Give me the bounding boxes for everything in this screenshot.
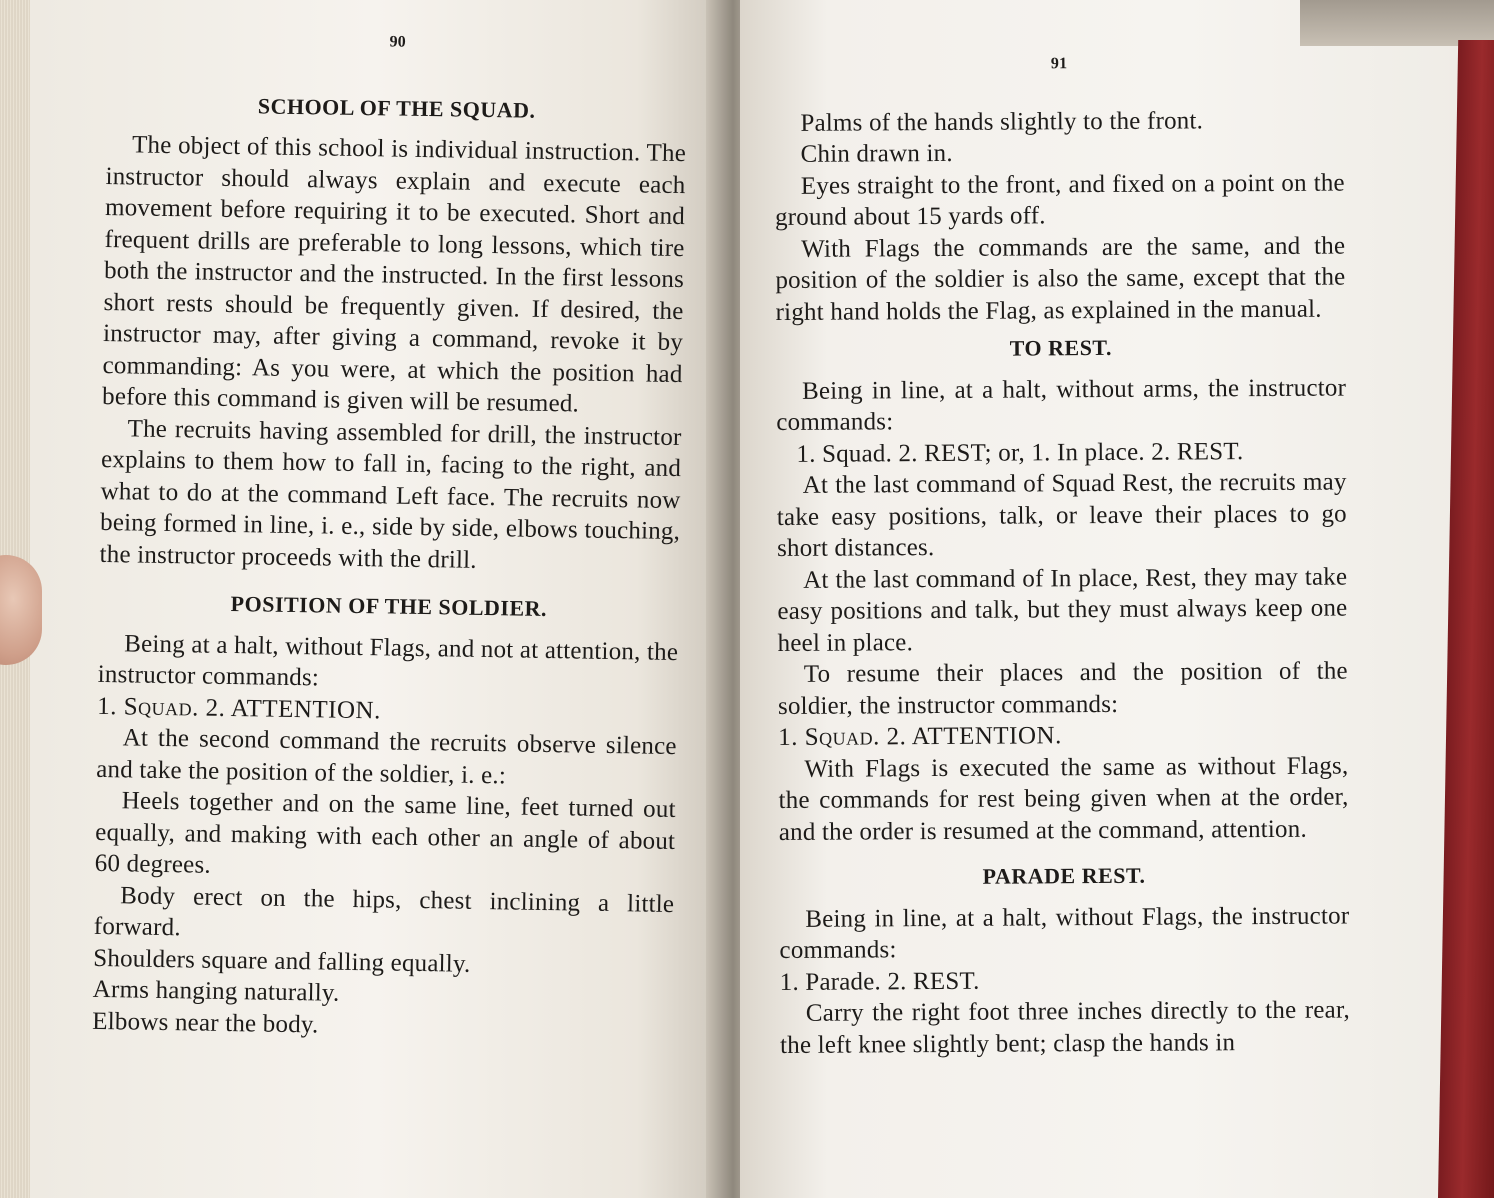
paragraph: With Flags the commands are the same, and the position of the soldier is also the same, except that the right hand holds the Flag, as explained in the manual. [775, 232, 1346, 326]
paragraph: The recruits having assembled for drill, the instructor explains to them how to fall in, facing to the right, and what to do at the command Left face. The recruits now being formed in line, i. e., side by side, elbows touching, the instructor proceeds with the drill. [99, 414, 682, 574]
paragraph: Eyes straight to the front, and fixed on a point on the ground about 15 yards off. [774, 169, 1345, 231]
command-line: 1. Squad. 2. ATTENTION. [97, 692, 382, 724]
paragraph: Being at a halt, without Flags, and not at attention, the instructor commands: [97, 629, 679, 692]
heading-to-rest: TO REST. [1009, 334, 1113, 361]
paragraph: Heels together and on the same line, feet turned out equally, and making with each other an angle of about 60 degrees. [94, 787, 676, 879]
paragraph: Arms hanging naturally. [92, 975, 340, 1007]
command-line: 1. Squad. 2. REST; or, 1. In place. 2. REST. [796, 437, 1244, 468]
paragraph: Being in line, at a halt, without Flags, the instructor commands: [779, 902, 1350, 964]
page-number-left: 90 [389, 33, 407, 51]
heading-parade-rest: PARADE REST. [982, 862, 1146, 889]
command-line: 1. Squad. 2. ATTENTION. [778, 722, 1062, 751]
paragraph: Elbows near the body. [92, 1007, 319, 1038]
paragraph: To resume their places and the position of the soldier, the instructor commands: [777, 657, 1348, 720]
paragraph: Being in line, at a halt, without arms, the instructor commands: [776, 374, 1347, 436]
paragraph: Shoulders square and falling equally. [93, 944, 471, 978]
paragraph: At the last command of Squad Rest, the recruits may take easy positions, talk, or leave their places to go short distances. [776, 468, 1347, 562]
heading-school-of-the-squad: SCHOOL OF THE SQUAD. [257, 92, 536, 123]
paragraph: At the second command the recruits observe silence and take the position of the soldier, i. e.: [96, 724, 677, 789]
page-number-right: 91 [1050, 55, 1068, 73]
command-line: 1. Parade. 2. REST. [779, 967, 980, 996]
right-page-text [774, 47, 1350, 1061]
paragraph: Chin drawn in. [800, 139, 953, 168]
paragraph: With Flags is executed the same as without Flags, the commands for rest being given when at the order, and the order is resumed at the command, attention. [778, 752, 1349, 846]
heading-position-of-the-soldier: POSITION OF THE SOLDIER. [230, 591, 548, 621]
paragraph: Palms of the hands slightly to the front. [800, 106, 1204, 137]
left-page-text [92, 22, 688, 1046]
thumb [0, 555, 42, 665]
paragraph: The object of this school is individual instruction. The instructor should always explain and execute each movement before requiring it to be executed. Short and frequent drills are preferable to long lessons, which tire both the instructor and the instructed. In the first lessons short rests should be frequently given. If desired, the instructor may, after giving a command, revoke it by commanding: As you were, at which the position had before this command is given will be resumed. [101, 131, 687, 418]
paragraph: Body erect on the hips, chest inclining a little forward. [93, 881, 675, 942]
paragraph: At the last command of In place, Rest, they may take easy positions and talk, but they must always keep one heel in place. [777, 563, 1348, 657]
paragraph: Carry the right foot three inches directly to the rear, the left knee slightly bent; clasp the hands in [779, 996, 1350, 1059]
